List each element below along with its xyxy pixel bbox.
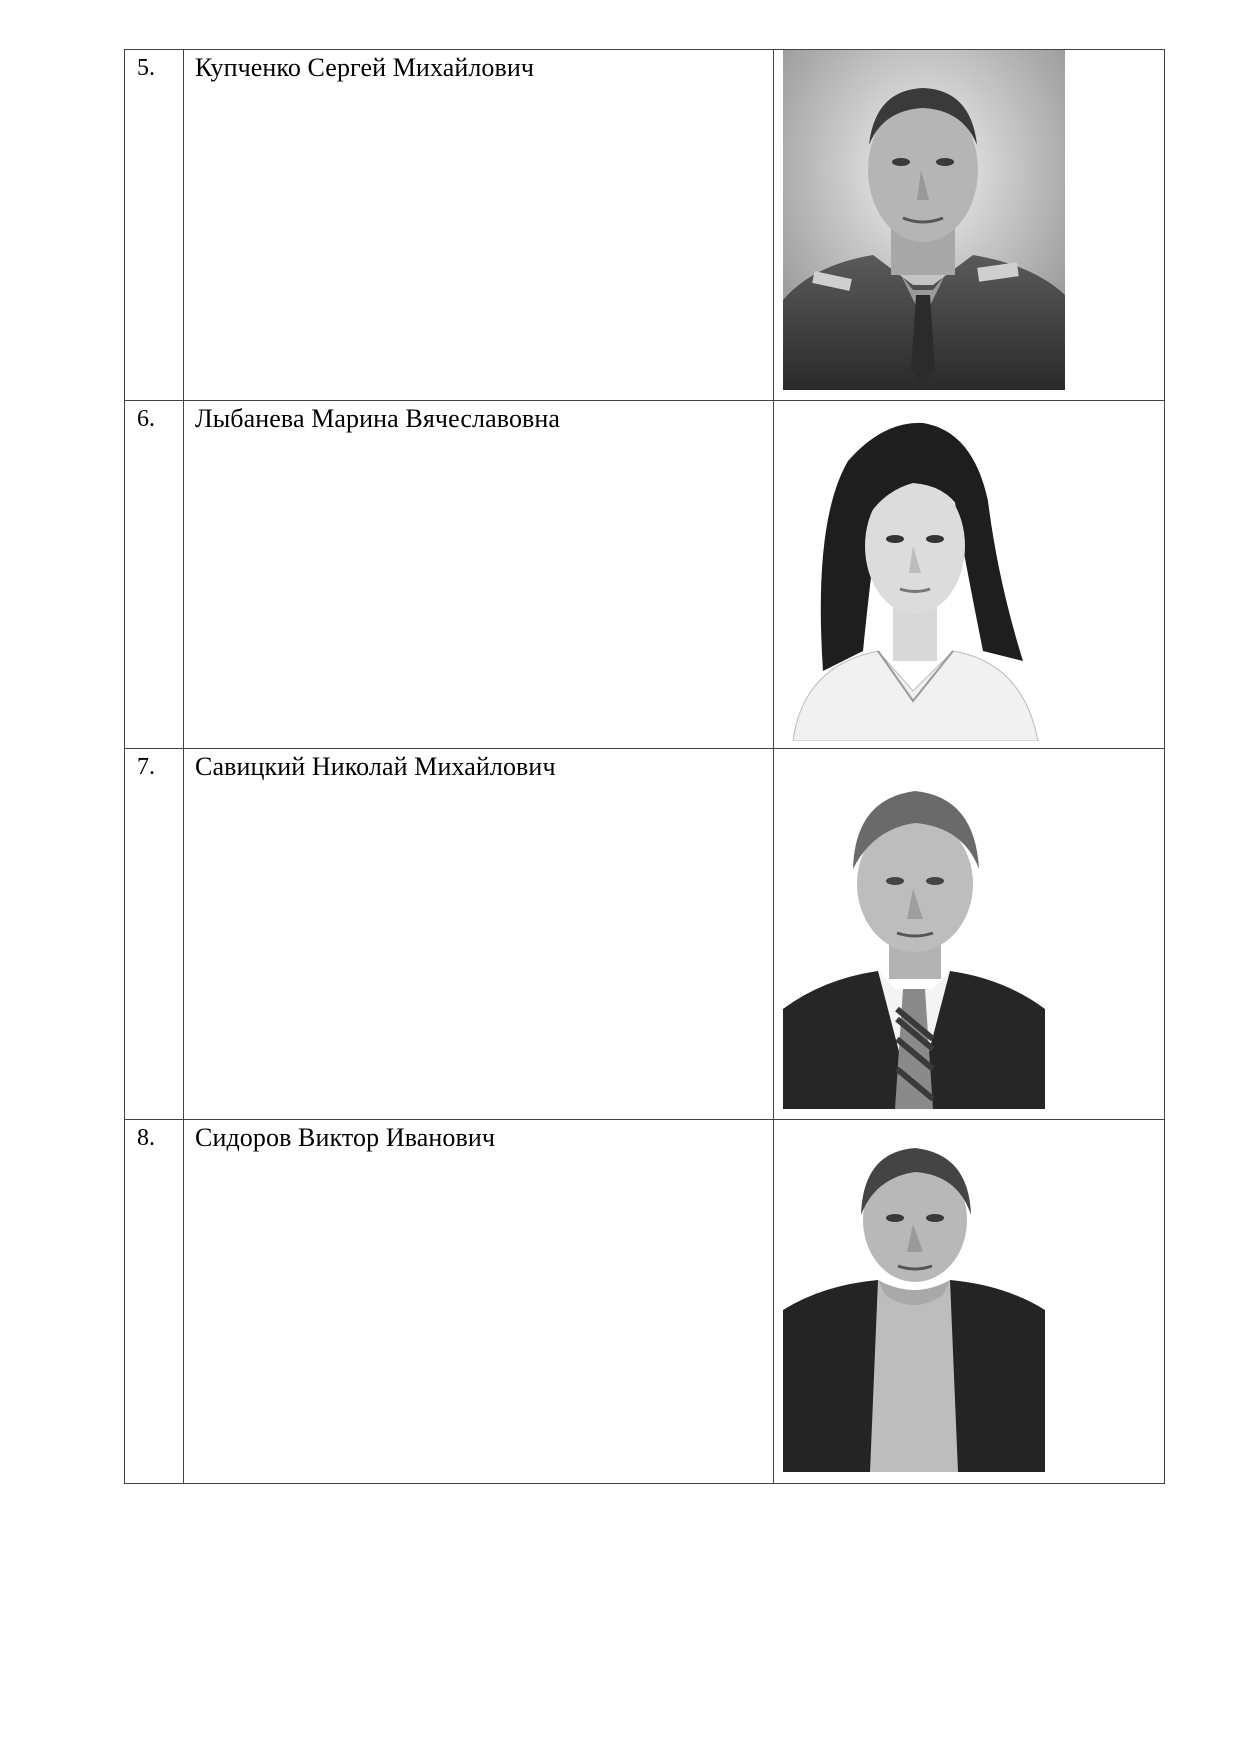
row-number: 7. <box>125 749 184 1120</box>
photo-cell <box>774 50 1165 401</box>
table-row <box>125 401 1165 749</box>
photo-cell <box>774 1120 1165 1484</box>
portrait-photo <box>783 749 1045 1109</box>
row-number: 6. <box>125 401 184 749</box>
row-number: 5. <box>125 50 184 401</box>
table-row <box>125 50 1165 401</box>
person-name: Купченко Сергей Михайлович <box>184 50 774 401</box>
table-row <box>125 749 1165 1120</box>
person-name: Сидоров Виктор Иванович <box>184 1120 774 1484</box>
row-number: 8. <box>125 1120 184 1484</box>
roster-table <box>124 49 1165 1484</box>
portrait-photo <box>783 401 1045 741</box>
portrait-photo <box>783 1120 1045 1472</box>
table-row <box>125 1120 1165 1484</box>
person-name: Лыбанева Марина Вячеславовна <box>184 401 774 749</box>
photo-cell <box>774 749 1165 1120</box>
portrait-photo <box>783 50 1065 390</box>
person-name: Савицкий Николай Михайлович <box>184 749 774 1120</box>
photo-cell <box>774 401 1165 749</box>
